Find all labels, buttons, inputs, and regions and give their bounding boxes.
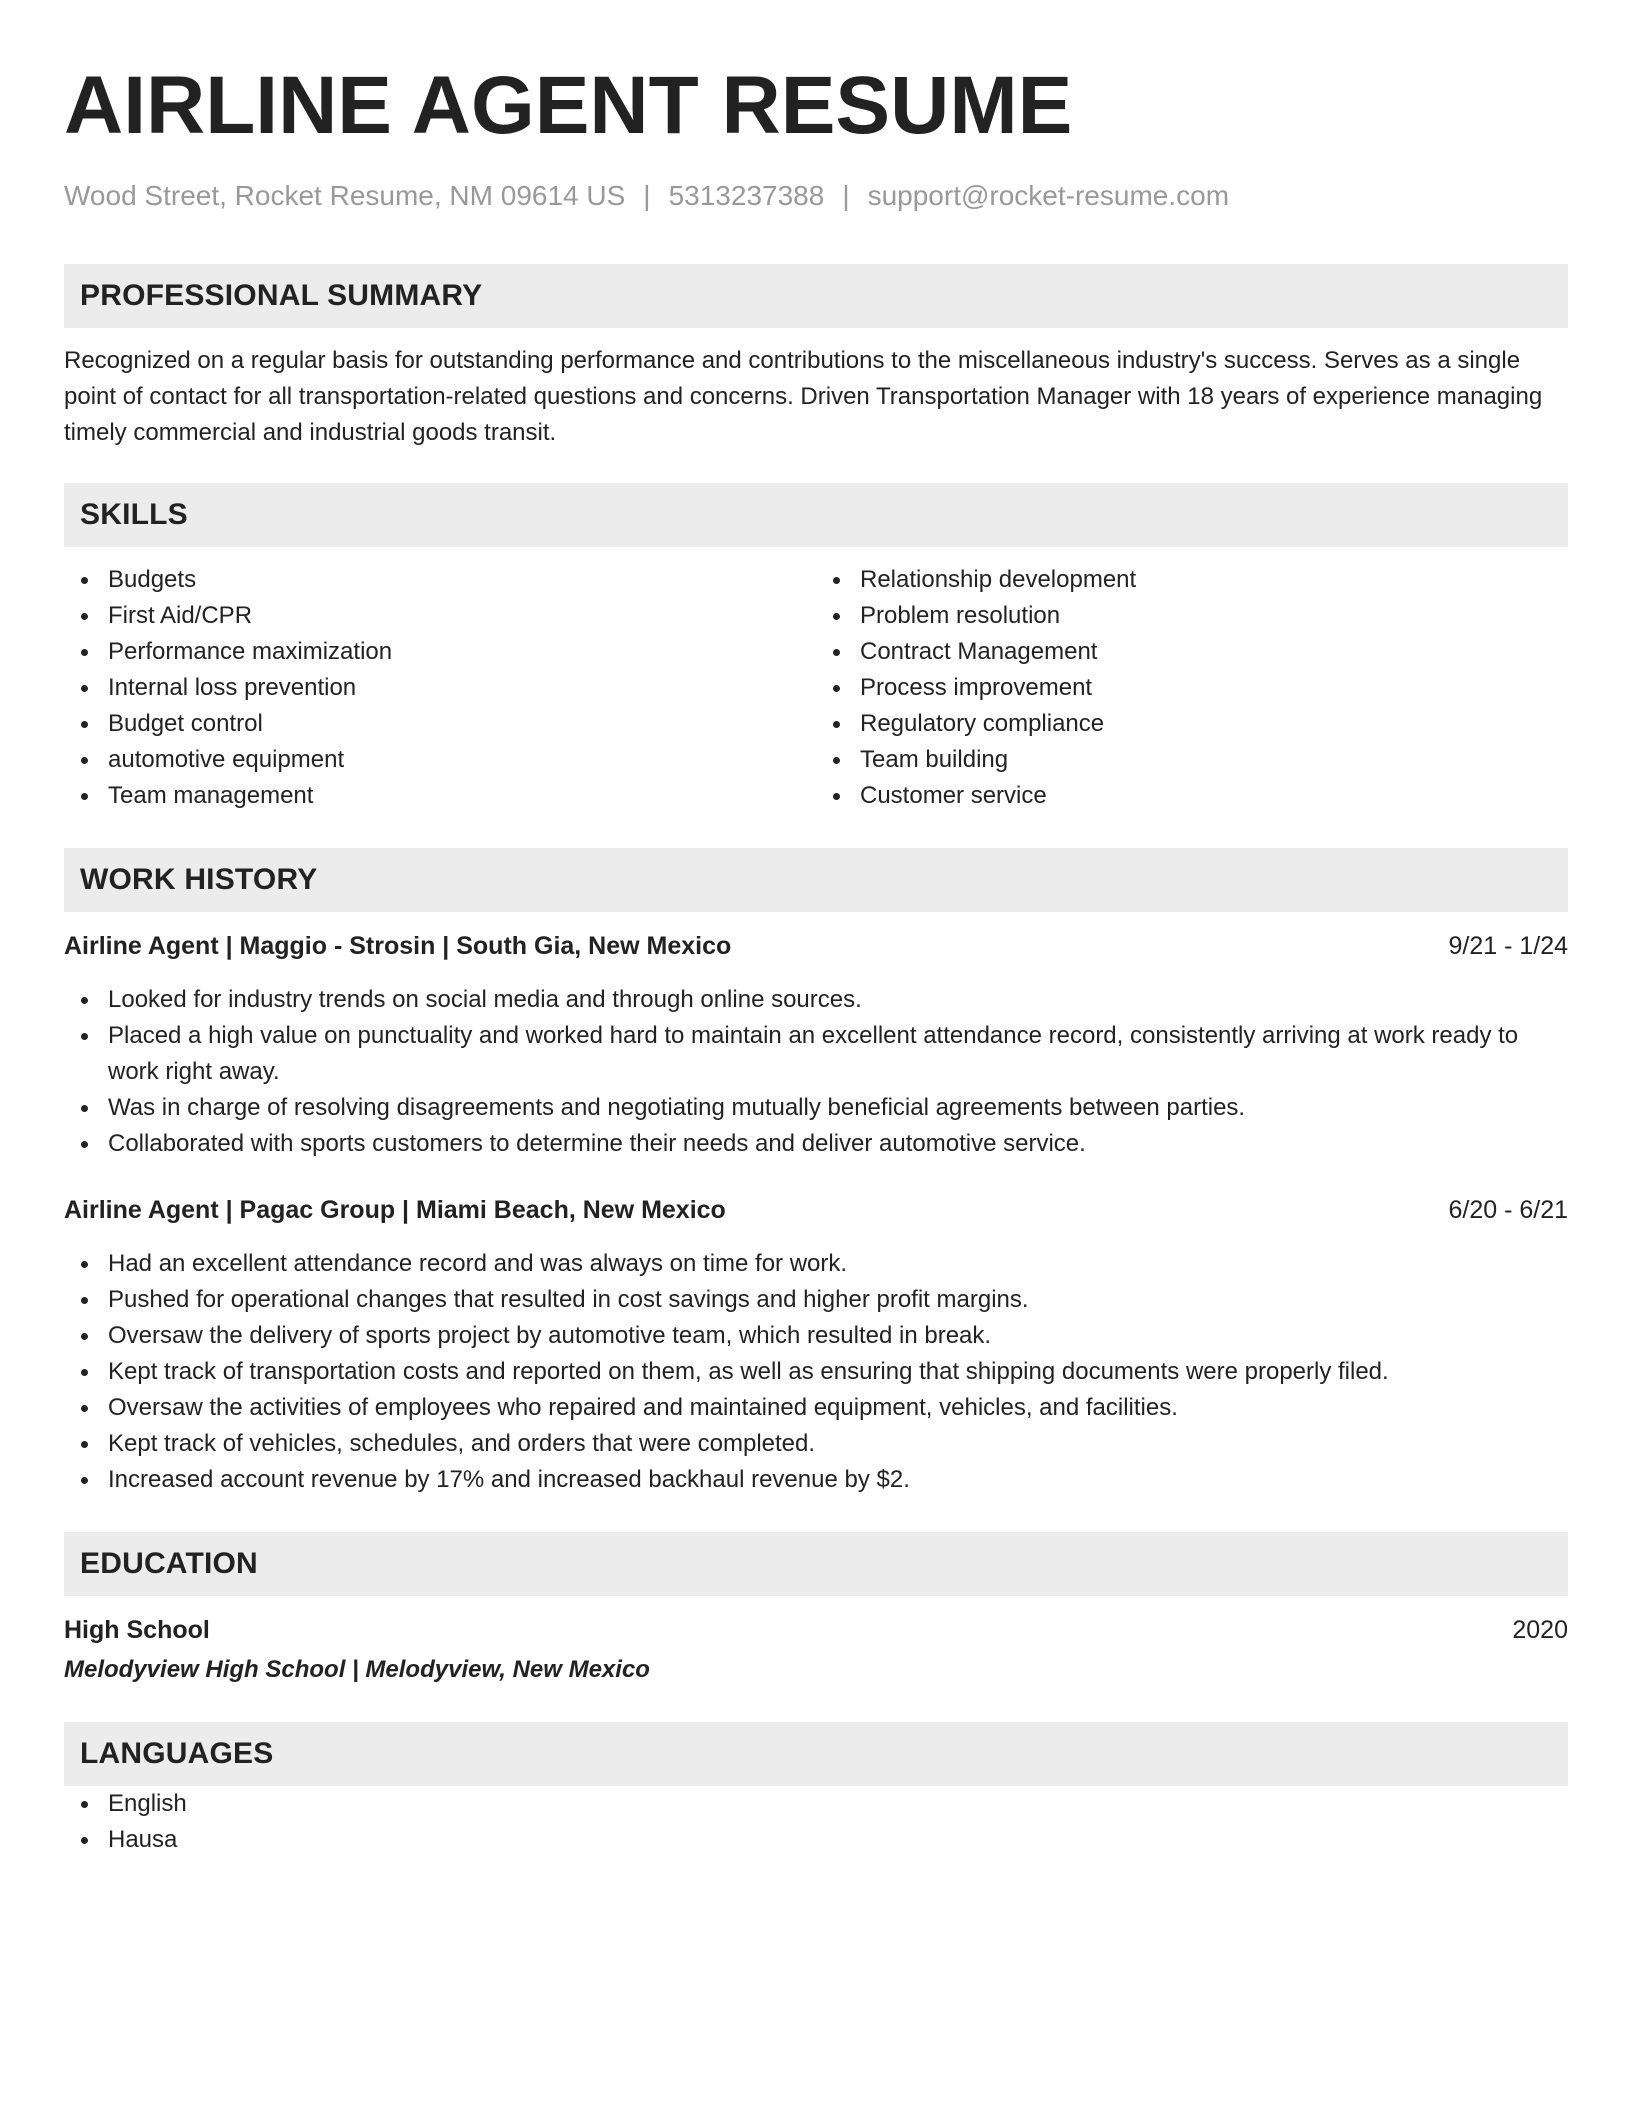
skill-item: Performance maximization [108,634,816,670]
job-bullet: Had an excellent attendance record and was always on time for work. [108,1246,1568,1282]
language-item: Hausa [108,1822,1568,1858]
job-bullet: Pushed for operational changes that resulted in cost savings and higher profit margins. [108,1282,1568,1318]
job-dates: 9/21 - 1/24 [1448,932,1568,960]
contact-separator: | [643,180,651,211]
skill-item: Relationship development [860,562,1568,598]
languages-heading: LANGUAGES [64,1722,1568,1786]
skills-left-column [64,562,816,814]
skills-section [64,483,1568,814]
job-header [64,928,1568,964]
summary-text: Recognized on a regular basis for outstanding performance and contributions to the miscellaneous industry's success. Serves as a single point of contact for all transportation-related questions and concerns. Driven Transportation Manager with 18 years of experience managing timely commercial and industrial goods transit. [64,347,1543,446]
skill-item: Problem resolution [860,598,1568,634]
education-section [64,1532,1568,1688]
skill-item: Budget control [108,706,816,742]
job-bullet: Collaborated with sports customers to determine their needs and deliver automotive service. [108,1126,1568,1162]
education-entry [64,1612,1568,1688]
skill-item: Contract Management [860,634,1568,670]
skills-left-list [64,562,816,814]
skill-item: First Aid/CPR [108,598,816,634]
skills-right-list [816,562,1568,814]
job-bullet: Oversaw the activities of employees who repaired and maintained equipment, vehicles, and facilities. [108,1390,1568,1426]
skill-item: Regulatory compliance [860,706,1568,742]
job-bullet: Increased account revenue by 17% and increased backhaul revenue by $2. [108,1462,1568,1498]
education-header [64,1612,1568,1648]
job-entry [64,1192,1568,1498]
job-dates: 6/20 - 6/21 [1448,1196,1568,1224]
job-bullets [64,982,1568,1162]
job-title: Airline Agent | Pagac Group | Miami Beach, New Mexico [64,1196,726,1224]
language-item: English [108,1786,1568,1822]
job-bullet: Was in charge of resolving disagreements and negotiating mutually beneficial agreements between parties. [108,1090,1568,1126]
job-bullet: Oversaw the delivery of sports project by automotive team, which resulted in break. [108,1318,1568,1354]
skill-item: Team management [108,778,816,814]
work-history-section [64,848,1568,1498]
summary-heading: PROFESSIONAL SUMMARY [64,264,1568,328]
skills-right-column [816,562,1568,814]
contact-address: Wood Street, Rocket Resume, NM 09614 US [64,180,626,211]
skill-item: Budgets [108,562,816,598]
job-bullet: Looked for industry trends on social media and through online sources. [108,982,1568,1018]
job-bullet: Kept track of transportation costs and reported on them, as well as ensuring that shipping documents were properly filed. [108,1354,1568,1390]
languages-list [64,1786,1568,1858]
education-year: 2020 [1512,1616,1568,1644]
work-history-heading: WORK HISTORY [64,848,1568,912]
skill-item: Process improvement [860,670,1568,706]
education-heading: EDUCATION [64,1532,1568,1596]
job-title: Airline Agent | Maggio - Strosin | South Gia, New Mexico [64,932,732,960]
job-bullet: Placed a high value on punctuality and worked hard to maintain an excellent attendance record, consistently arriving at work ready to work right away. [108,1018,1568,1090]
skills-columns [64,562,1568,814]
contact-separator: | [842,180,850,211]
summary-section [64,264,1568,451]
education-school: Melodyview High School | Melodyview, New Mexico [64,1656,650,1683]
skill-item: automotive equipment [108,742,816,778]
skill-item: Customer service [860,778,1568,814]
resume-title: AIRLINE AGENT RESUME [64,60,1073,151]
skill-item: Team building [860,742,1568,778]
job-header [64,1192,1568,1228]
skills-heading: SKILLS [64,483,1568,547]
contact-line [64,178,1568,214]
contact-phone: 5313237388 [668,180,825,211]
education-degree: High School [64,1616,210,1644]
job-entry [64,928,1568,1162]
job-bullets [64,1246,1568,1498]
languages-section [64,1722,1568,1858]
job-bullet: Kept track of vehicles, schedules, and orders that were completed. [108,1426,1568,1462]
skill-item: Internal loss prevention [108,670,816,706]
contact-email: support@rocket-resume.com [867,180,1230,211]
